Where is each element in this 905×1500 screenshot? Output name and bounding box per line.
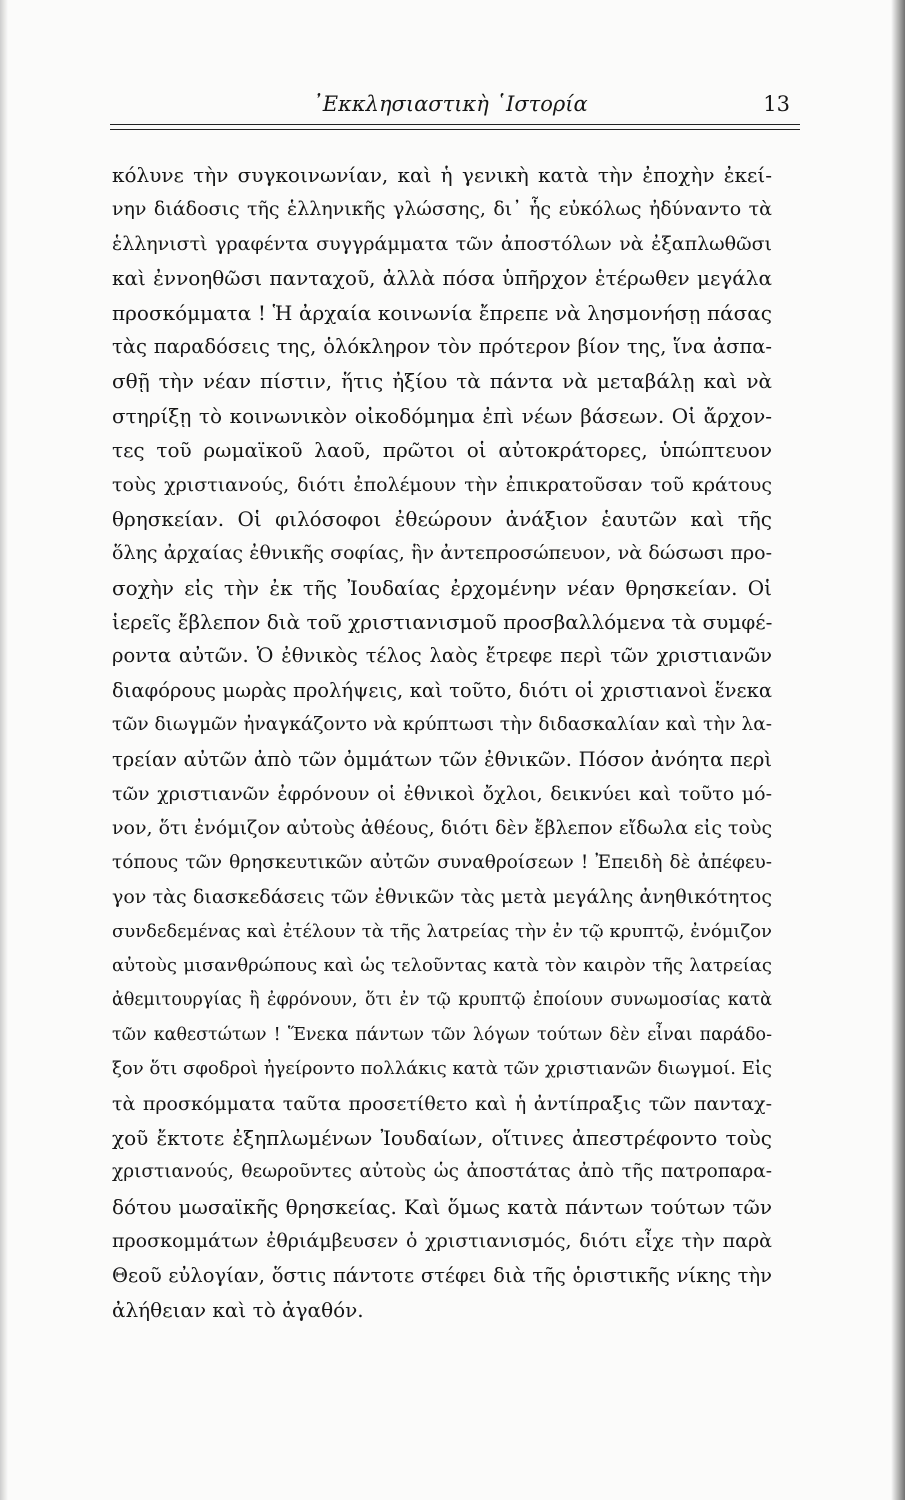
text-line: ἱερεῖς ἔβλεπον διὰ τοῦ χριστιανισμοῦ προσβαλλόμενα τὰ συμφέ-	[112, 610, 772, 635]
text-line: τες τοῦ ρωμαϊκοῦ λαοῦ, πρῶτοι οἱ αὐτοκράτορες, ὑπώπτευον	[112, 438, 772, 463]
text-line: καὶ ἐννοηθῶσι πανταχοῦ, ἀλλὰ πόσα ὑπῆρχον ἑτέρωθεν μεγάλα	[112, 266, 772, 291]
text-line: ὅλης ἀρχαίας ἐθνικῆς σοφίας, ἣν ἀντεπροσώπευον, νὰ δώσωσι προ-	[112, 542, 772, 565]
text-line: χοῦ ἔκτοτε ἐξηπλωμένων Ἰουδαίων, οἵτινες ἀπεστρέφοντο τοὺς	[112, 1125, 772, 1150]
text-line: ἑλληνιστὶ γραφέντα συγγράμματα τῶν ἀποστόλων νὰ ἐξαπλωθῶσι	[112, 232, 772, 255]
text-line: αὐτοὺς μισανθρώπους καὶ ὡς τελοῦντας κατὰ τὸν καιρὸν τῆς λατρείας	[112, 954, 772, 976]
text-line: ξον ὅτι σφοδροὶ ἠγείροντο πολλάκις κατὰ τῶν χριστιανῶν διωγμοί. Εἰς	[112, 1058, 772, 1080]
page-edge-shadow	[891, 0, 905, 1500]
body-text	[112, 158, 772, 1327]
text-line: τῶν χριστιανῶν ἐφρόνουν οἱ ἐθνικοὶ ὄχλοι, δεικνύει καὶ τοῦτο μό-	[112, 783, 772, 806]
text-line: νην διάδοσις τῆς ἑλληνικῆς γλώσσης, δι᾿ ἧς εὐκόλως ἠδύναντο τὰ	[112, 198, 772, 221]
page-header	[110, 92, 790, 122]
text-line: τὰς παραδόσεις της, ὁλόκληρον τὸν πρότερον βίον της, ἵνα ἀσπα-	[112, 334, 772, 358]
text-line: ἀθεμιτουργίας ἢ ἐφρόνουν, ὅτι ἐν τῷ κρυπτῷ ἐποίουν συνωμοσίας κατὰ	[112, 990, 772, 1011]
text-line: στηρίξῃ τὸ κοινωνικὸν οἰκοδόμημα ἐπὶ νέων βάσεων. Οἱ ἄρχον-	[112, 403, 772, 428]
text-line: θρησκείαν. Οἱ φιλόσοφοι ἐθεώρουν ἀνάξιον ἑαυτῶν καὶ τῆς	[112, 506, 772, 531]
text-line: σοχὴν εἰς τὴν ἐκ τῆς Ἰουδαίας ἐρχομένην νέαν θρησκείαν. Οἱ	[112, 575, 772, 600]
text-line: κόλυνε τὴν συγκοινωνίαν, καὶ ἡ γενικὴ κατὰ τὴν ἐποχὴν ἐκεί-	[112, 163, 772, 187]
text-line: συνδεδεμένας καὶ ἐτέλουν τὰ τῆς λατρείας τὴν ἐν τῷ κρυπτῷ, ἐνόμιζον	[112, 920, 772, 942]
text-line: τῶν διωγμῶν ἠναγκάζοντο νὰ κρύπτωσι τὴν διδασκαλίαν καὶ τὴν λα-	[112, 714, 772, 736]
text-line: διαφόρους μωρὰς προλήψεις, καὶ τοῦτο, διότι οἱ χριστιανοὶ ἕνεκα	[112, 678, 772, 702]
text-line: τόπους τῶν θρησκευτικῶν αὐτῶν συναθροίσεων ! Ἐπειδὴ δὲ ἀπέφευ-	[112, 851, 772, 873]
text-line: σθῇ τὴν νέαν πίστιν, ἥτις ἠξίου τὰ πάντα νὰ μεταβάλῃ καὶ νὰ	[112, 369, 772, 394]
text-line: χριστιανούς, θεωροῦντες αὐτοὺς ὡς ἀποστάτας ἀπὸ τῆς πατροπαρα-	[112, 1161, 772, 1183]
text-line: τῶν καθεστώτων ! Ἕνεκα πάντων τῶν λόγων τούτων δὲν εἶναι παράδο-	[112, 1024, 772, 1045]
text-line: νον, ὅτι ἐνόμιζον αὐτοὺς ἀθέους, διότι δὲν ἔβλεπον εἴδωλα εἰς τοὺς	[112, 817, 772, 840]
text-line: τρείαν αὐτῶν ἀπὸ τῶν ὀμμάτων τῶν ἐθνικῶν. Πόσον ἀνόητα περὶ	[112, 747, 772, 771]
text-line: Θεοῦ εὐλογίαν, ὅστις πάντοτε στέφει διὰ τῆς ὁριστικῆς νίκης τὴν	[112, 1263, 772, 1287]
text-line: δότου μωσαϊκῆς θρησκείας. Καὶ ὅμως κατὰ πάντων τούτων τῶν	[112, 1194, 772, 1219]
text-line: τὰ προσκόμματα ταῦτα προσετίθετο καὶ ἡ ἀντίπραξις τῶν πανταχ-	[112, 1092, 772, 1115]
text-line: γον τὰς διασκεδάσεις τῶν ἐθνικῶν τὰς μετὰ μεγάλης ἀνηθικότητος	[112, 886, 772, 909]
text-line-last: ἀλήθειαν καὶ τὸ ἀγαθόν.	[112, 1297, 364, 1322]
text-line: ροντα αὐτῶν. Ὁ ἐθνικὸς τέλος λαὸς ἔτρεφε περὶ τῶν χριστιανῶν	[112, 644, 772, 668]
header-rule-top	[110, 124, 800, 125]
running-title: ᾿Εκκλησιαστικὴ ῾Ιστορία	[312, 92, 588, 116]
text-line: προσκόμματα ! Ἡ ἀρχαία κοινωνία ἔπρεπε νὰ λησμονήσῃ πάσας	[112, 300, 772, 325]
text-line: τοὺς χριστιανούς, διότι ἐπολέμουν τὴν ἐπικρατοῦσαν τοῦ κράτους	[112, 473, 772, 496]
page-spine-shadow	[0, 0, 8, 1500]
page-number: 13	[763, 92, 790, 116]
text-line: προσκομμάτων ἐθριάμβευσεν ὁ χριστιανισμός, διότι εἶχε τὴν παρὰ	[112, 1230, 772, 1253]
header-rule-bottom	[110, 129, 800, 130]
